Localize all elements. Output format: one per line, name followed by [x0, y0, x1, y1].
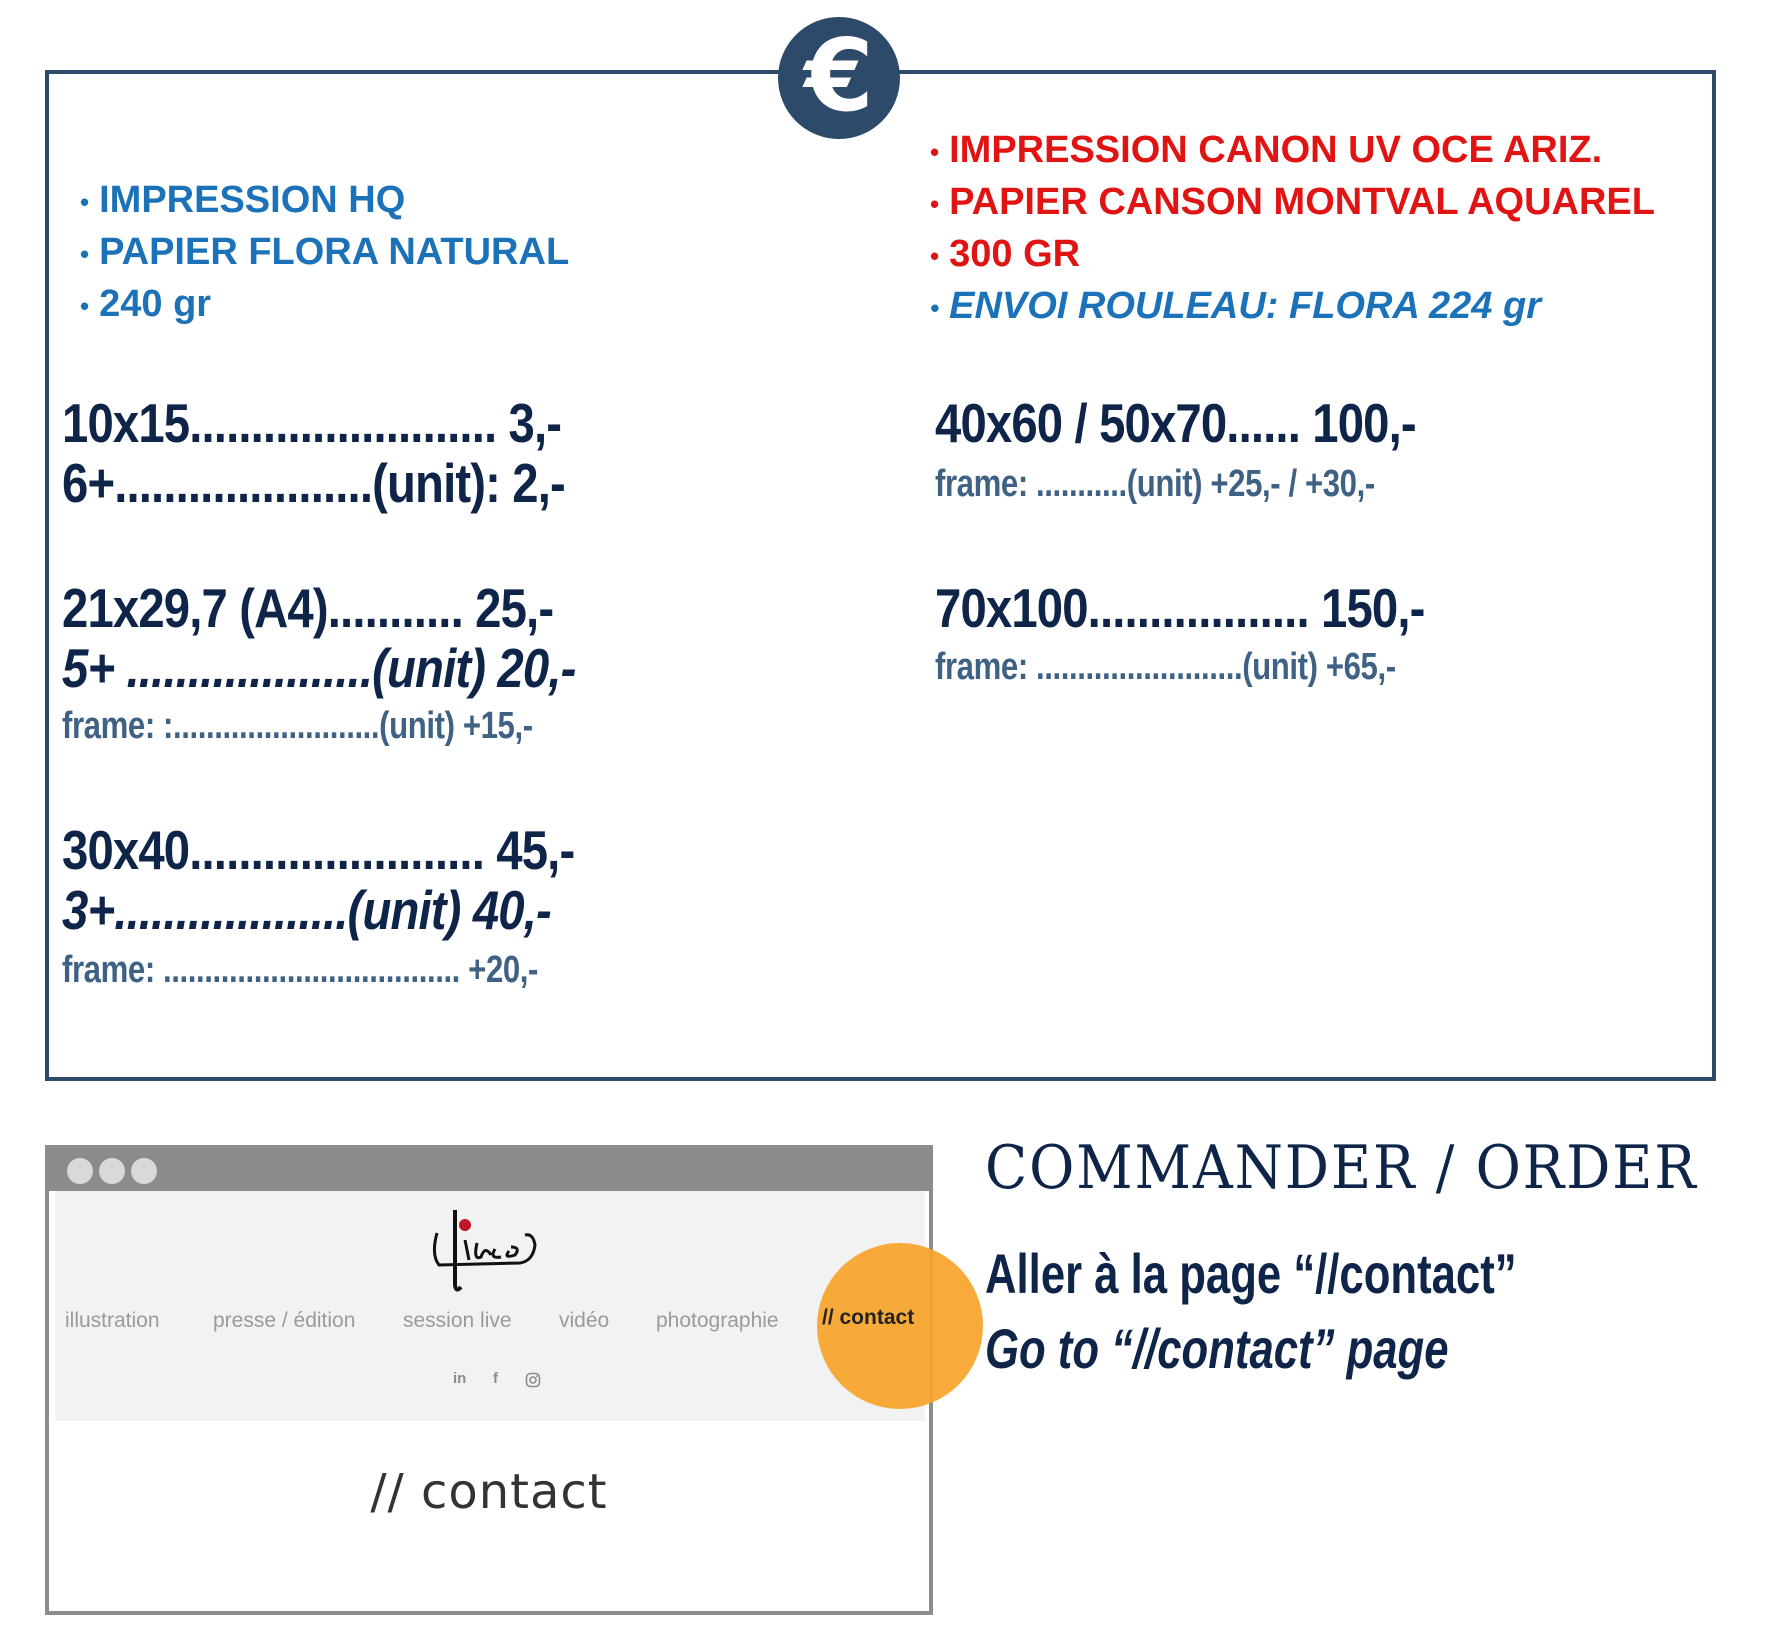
nav-contact[interactable]: // contact: [822, 1306, 915, 1329]
nav-photographie[interactable]: photographie: [656, 1309, 779, 1332]
nav-presse-edition[interactable]: presse / édition: [213, 1309, 356, 1332]
nav-illustration[interactable]: illustration: [65, 1309, 160, 1332]
instagram-icon[interactable]: [525, 1372, 541, 1388]
order-instruction-en: Go to “//contact” page: [985, 1317, 1449, 1380]
price-line-10x15: 10x15......................... 3,-: [62, 392, 562, 454]
feature-item: • 240 gr: [80, 282, 212, 325]
left-features: [80, 175, 569, 331]
price-line-a4: 21x29,7 (A4)........... 25,-: [62, 577, 554, 639]
nav-session-live[interactable]: session live: [403, 1309, 512, 1332]
price-line-70x100: 70x100.................. 150,-: [935, 577, 1425, 639]
page-title: // contact: [370, 1464, 608, 1520]
window-dot-icon: [67, 1158, 93, 1184]
browser-mockup: [45, 1145, 933, 1615]
window-dot-icon: [99, 1158, 125, 1184]
order-instruction-fr: Aller à la page “//contact”: [985, 1242, 1517, 1305]
linkedin-icon[interactable]: in: [453, 1370, 467, 1387]
price-line-5plus: 5+ ....................(unit) 20,-: [62, 637, 576, 699]
feature-item: • IMPRESSION CANON UV OCE ARIZ.: [930, 129, 1603, 171]
euro-icon: €: [778, 17, 900, 139]
feature-item: • PAPIER CANSON MONTVAL AQUAREL: [930, 180, 1655, 223]
order-title: COMMANDER / ORDER: [985, 1133, 1698, 1203]
price-line-40x60: 40x60 / 50x70...... 100,-: [935, 392, 1416, 454]
price-line-3plus: 3+...................(unit) 40,-: [62, 879, 551, 941]
facebook-icon[interactable]: f: [493, 1370, 498, 1387]
price-line-6plus: 6+.....................(unit): 2,-: [62, 452, 565, 514]
vince-logo[interactable]: [425, 1205, 545, 1295]
frame-line-a4: frame: :.........................(unit) +15,-: [62, 705, 533, 747]
browser-titlebar: [49, 1149, 929, 1191]
price-line-30x40: 30x40........................ 45,-: [62, 819, 575, 881]
nav-video[interactable]: vidéo: [559, 1309, 610, 1332]
site-header: [55, 1191, 925, 1421]
window-dot-icon: [131, 1158, 157, 1184]
frame-line-30x40: frame: .................................... +20,-: [62, 949, 539, 991]
right-features: [930, 125, 1655, 333]
feature-item: • IMPRESSION HQ: [80, 179, 406, 221]
feature-item: • 300 GR: [930, 232, 1081, 275]
frame-line-40x60: frame: ...........(unit) +25,- / +30,-: [935, 463, 1375, 505]
feature-item: • PAPIER FLORA NATURAL: [80, 230, 570, 273]
frame-line-70x100: frame: .........................(unit) +65,-: [935, 646, 1396, 688]
feature-item: • ENVOI ROULEAU: FLORA 224 gr: [930, 284, 1541, 327]
